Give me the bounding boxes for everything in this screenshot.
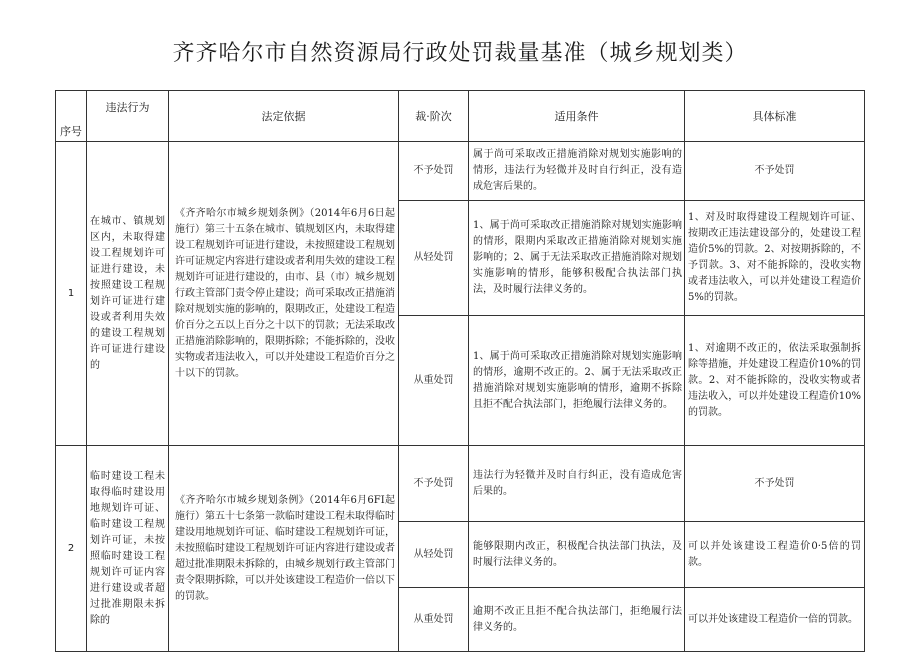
level-standard: 不予处罚 [685, 142, 865, 201]
level-standard: 不予处罚 [685, 446, 865, 522]
header-level: 裁·阶次 [399, 91, 469, 142]
level-condition: 逾期不改正且拒不配合执法部门，拒绝履行法律义务的。 [469, 588, 685, 652]
level-name: 从轻处罚 [399, 522, 469, 588]
row-violation: 临时建设工程未取得临时建设用地规划许可证、临时建设工程规划许可证，未按照临时建设工程规划许可证内容进行建设或者超过批准期限未拆除的 [87, 446, 169, 652]
level-condition: 违法行为轻微并及时自行纠正，没有造成危害后果的。 [469, 446, 685, 522]
level-name: 从重处罚 [399, 588, 469, 652]
header-seq: 序号 [56, 91, 87, 142]
level-name: 不予处罚 [399, 446, 469, 522]
row-basis: 《齐齐哈尔市城乡规划条例》（2014年6月6FI起施行）第五十七条第一款临时建设工程未取得临时建设用地规划许可证、临时建设工程规划许可证，未按照临时建设工程规划许可证内容进行建设或者超过批准期限未拆除的，由城乡规划行政主管部门责令限期拆除，可以并处该建设工程造价一倍以下的罚款。 [169, 446, 399, 652]
row-basis: 《齐齐哈尔市城乡规划条例》（2014年6月6日起施行）第三十五条在城市、镇规划区内，未取得建设工程规划许可证进行建设，未按照建设工程规划许可证规定内容进行建设或者利用失效的建设工程规划许可证进行建设的，由市、县（市）城乡规划行政主管部门责令停止建设；尚可采取改正措施消除对规划实施的影响的，限期改正，处建设工程造价百分之五以上百分之十以下的罚款；无法采取改正措施消除影响的，限期拆除；不能拆除的，没收实物或者违法收入，可以并处建设工程造价百分之十以下的罚款。 [169, 142, 399, 446]
level-name: 从重处罚 [399, 316, 469, 446]
level-condition: 能够限期内改正，积极配合执法部门执法，及时履行法律义务的。 [469, 522, 685, 588]
row-seq: 1 [56, 142, 87, 446]
penalty-standard-table [55, 90, 865, 652]
header-condition: 适用条件 [469, 91, 685, 142]
level-standard: 1、对及时取得建设工程规划许可证、按期改正违法建设部分的，处建设工程造价5%的罚款。2、对按期拆除的，不予罚款。3、对不能拆除的，没收实物或者违法收入，可以并处建设工程造价5%的罚款。 [685, 201, 865, 316]
level-name: 不予处罚 [399, 142, 469, 201]
level-name: 从轻处罚 [399, 201, 469, 316]
header-row [56, 91, 865, 142]
page-title: 齐齐哈尔市自然资源局行政处罚裁量基准（城乡规划类） [172, 41, 748, 66]
table-row [56, 142, 865, 201]
table-row [56, 446, 865, 522]
level-condition: 1、属于尚可采取改正措施消除对规划实施影响的情形，逾期不改正的。2、属于无法采取改正措施消除对规划实施影响的情形，逾期不拆除且拒不配合执法部门，拒绝履行法律义务的。 [469, 316, 685, 446]
row-violation: 在城市、镇规划区内，未取得建设工程规划许可证进行建设，未按照建设工程规划许可证进行建设或者利用失效的建设工程规划许可证进行建设的 [87, 142, 169, 446]
level-condition: 1、属于尚可采取改正措施消除对规划实施影响的情形，限期内采取改正措施消除对规划实施影响的；2、属于无法采取改正措施消除对规划实施影响的情形，能够积极配合执法部门执法，及时履行法律义务的。 [469, 201, 685, 316]
level-standard: 可以并处该建设工程造价0·5倍的罚款。 [685, 522, 865, 588]
level-standard: 可以并处该建设工程造价一倍的罚款。 [685, 588, 865, 652]
level-standard: 1、对逾期不改正的，依法采取强制拆除等措施，并处建设工程造价10%的罚款。2、对不能拆除的，没收实物或者违法收入，可以并处建设工程造价10%的罚款。 [685, 316, 865, 446]
header-violation: 违法行为 [87, 91, 169, 142]
header-standard: 具体标准 [685, 91, 865, 142]
header-basis: 法定依据 [169, 91, 399, 142]
level-condition: 属于尚可采取改正措施消除对规划实施影响的情形，违法行为轻微并及时自行纠正，没有造成危害后果的。 [469, 142, 685, 201]
row-seq: 2 [56, 446, 87, 652]
